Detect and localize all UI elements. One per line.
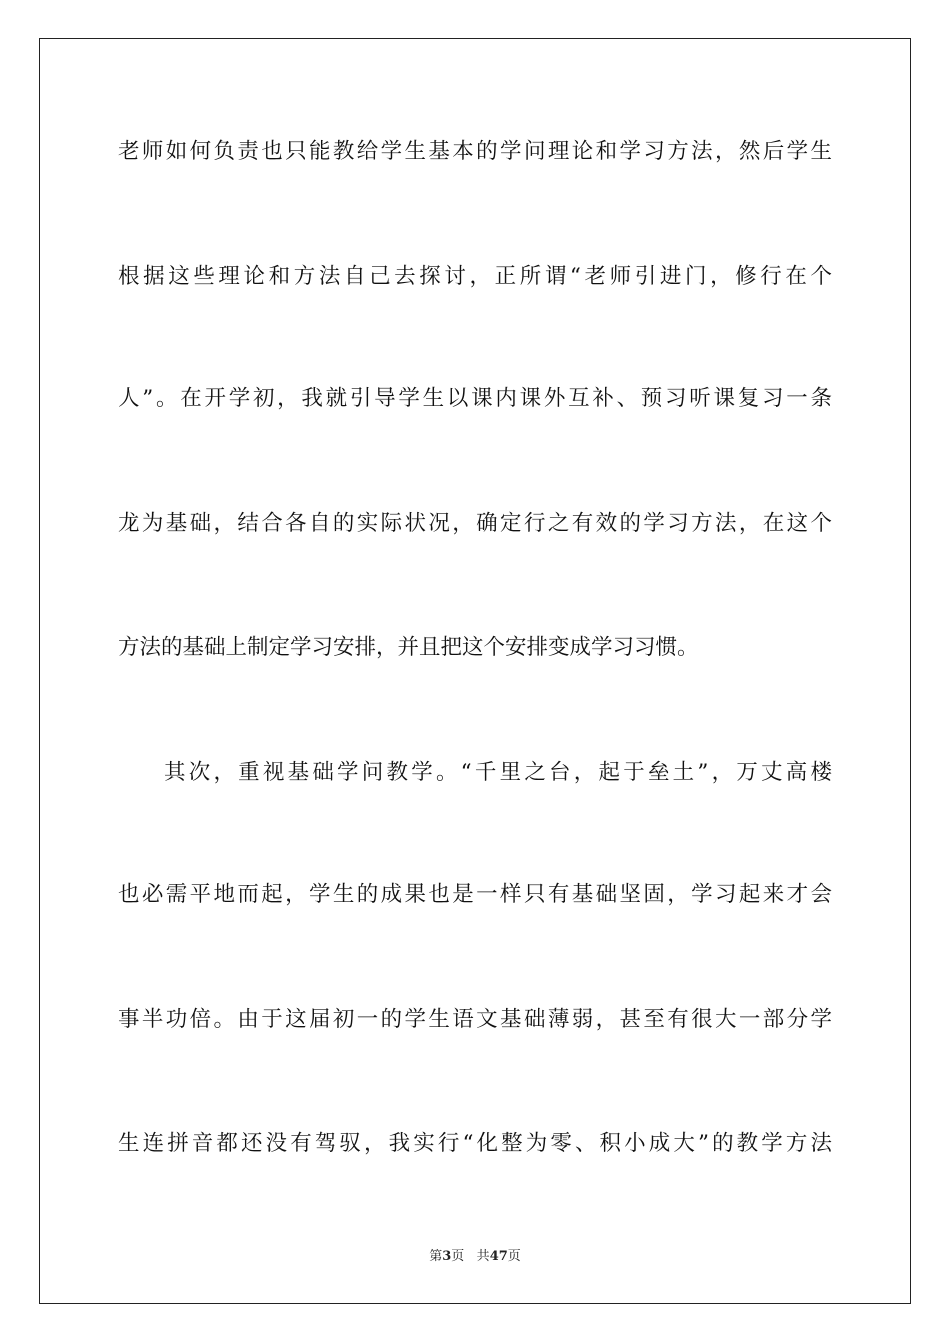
body-text-line: 事半功倍。由于这届初一的学生语文基础薄弱，甚至有很大一部分学 xyxy=(118,1007,832,1032)
page-footer xyxy=(0,1245,950,1264)
body-text-line: 根据这些理论和方法自己去探讨，正所谓“老师引进门，修行在个 xyxy=(118,264,832,289)
page-prefix: 第 xyxy=(429,1249,443,1264)
body-text-line: 也必需平地而起，学生的成果也是一样只有基础坚固，学习起来才会 xyxy=(118,882,832,907)
body-text-line: 方法的基础上制定学习安排，并且把这个安排变成学习习惯。 xyxy=(118,635,699,660)
total-pages: 47 xyxy=(489,1249,508,1264)
page-number: 3 xyxy=(442,1249,452,1264)
page-suffix: 页 xyxy=(451,1249,465,1264)
body-text-line: 龙为基础，结合各自的实际状况，确定行之有效的学习方法，在这个 xyxy=(118,511,832,536)
body-text-line: 人”。在开学初，我就引导学生以课内课外互补、预习听课复习一条 xyxy=(118,386,832,411)
total-suffix: 页 xyxy=(507,1249,521,1264)
body-text-line: 老师如何负责也只能教给学生基本的学问理论和学习方法，然后学生 xyxy=(118,139,832,164)
total-prefix: 共 xyxy=(476,1249,490,1264)
paragraph-first-line: 其次，重视基础学问教学。“千里之台，起于垒土”，万丈高楼 xyxy=(164,760,832,785)
page-border xyxy=(39,38,911,1304)
body-text-line: 生连拼音都还没有驾驭，我实行“化整为零、积小成大”的教学方法 xyxy=(118,1131,832,1156)
